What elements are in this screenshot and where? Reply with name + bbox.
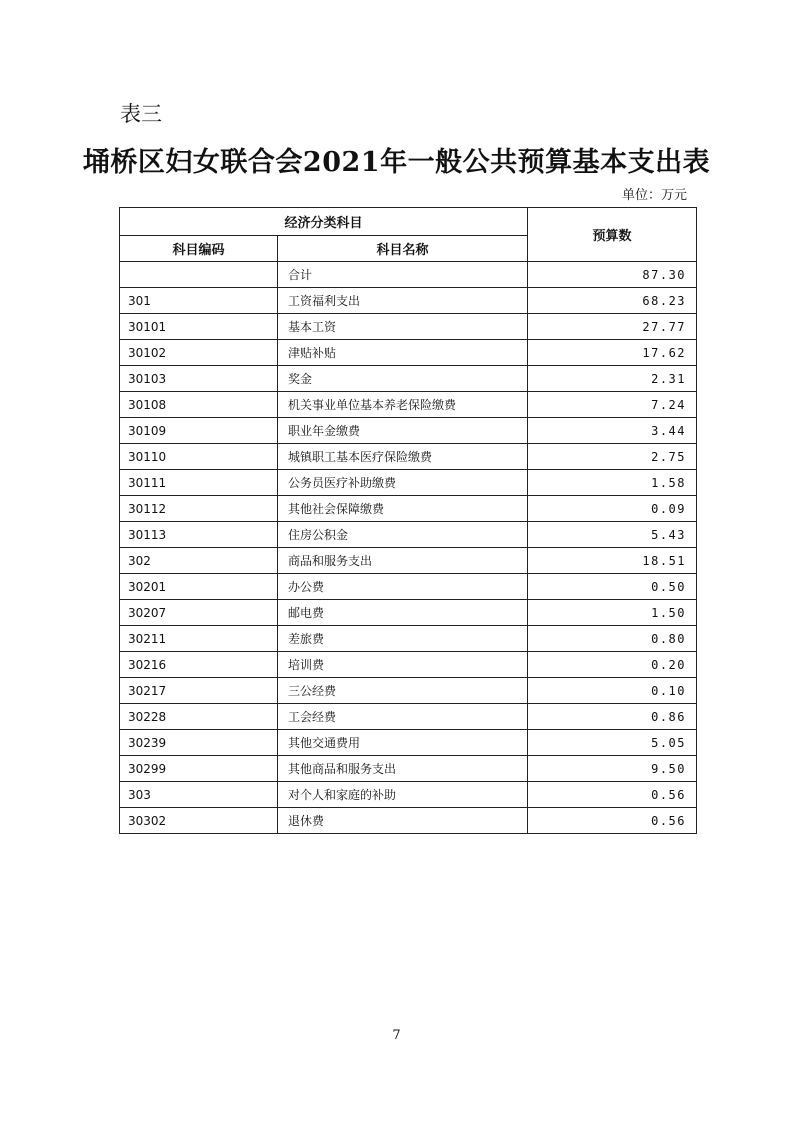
subject-code-cell: 30228 xyxy=(120,704,278,730)
table-row xyxy=(120,652,697,678)
subject-name-cell: 培训费 xyxy=(278,652,528,678)
subject-name-cell: 津贴补贴 xyxy=(278,340,528,366)
header-row-group xyxy=(120,208,697,236)
subject-name-cell: 其他社会保障缴费 xyxy=(278,496,528,522)
subject-code-cell: 30216 xyxy=(120,652,278,678)
header-subject-name: 科目名称 xyxy=(278,236,528,262)
budget-amount-cell: 3.44 xyxy=(528,418,697,444)
budget-amount-cell: 7.24 xyxy=(528,392,697,418)
subject-name-cell: 机关事业单位基本养老保险缴费 xyxy=(278,392,528,418)
subject-name-cell: 职业年金缴费 xyxy=(278,418,528,444)
table-body xyxy=(120,262,697,834)
budget-amount-cell: 0.50 xyxy=(528,574,697,600)
table-row xyxy=(120,262,697,288)
table-row xyxy=(120,418,697,444)
budget-amount-cell: 0.09 xyxy=(528,496,697,522)
budget-amount-cell: 2.75 xyxy=(528,444,697,470)
subject-name-cell: 基本工资 xyxy=(278,314,528,340)
budget-amount-cell: 1.58 xyxy=(528,470,697,496)
budget-amount-cell: 0.20 xyxy=(528,652,697,678)
budget-amount-cell: 0.80 xyxy=(528,626,697,652)
budget-amount-cell: 0.10 xyxy=(528,678,697,704)
header-budget-amount: 预算数 xyxy=(528,208,697,262)
table-row xyxy=(120,782,697,808)
budget-amount-cell: 5.05 xyxy=(528,730,697,756)
subject-code-cell: 30211 xyxy=(120,626,278,652)
budget-amount-cell: 18.51 xyxy=(528,548,697,574)
budget-table xyxy=(119,207,697,834)
subject-code-cell: 30201 xyxy=(120,574,278,600)
subject-code-cell: 301 xyxy=(120,288,278,314)
subject-name-cell: 工会经费 xyxy=(278,704,528,730)
table-row xyxy=(120,392,697,418)
subject-code-cell: 30102 xyxy=(120,340,278,366)
subject-name-cell: 邮电费 xyxy=(278,600,528,626)
subject-name-cell: 退休费 xyxy=(278,808,528,834)
subject-code-cell: 30217 xyxy=(120,678,278,704)
subject-code-cell: 30302 xyxy=(120,808,278,834)
subject-code-cell: 30113 xyxy=(120,522,278,548)
subject-name-cell: 对个人和家庭的补助 xyxy=(278,782,528,808)
subject-code-cell: 30111 xyxy=(120,470,278,496)
unit-label: 单位：万元 xyxy=(621,188,687,203)
subject-name-cell: 差旅费 xyxy=(278,626,528,652)
table-row xyxy=(120,574,697,600)
header-economic-classification: 经济分类科目 xyxy=(120,208,528,236)
subject-code-cell xyxy=(120,262,278,288)
subject-name-cell: 合计 xyxy=(278,262,528,288)
subject-code-cell: 30101 xyxy=(120,314,278,340)
subject-name-cell: 其他交通费用 xyxy=(278,730,528,756)
table-row xyxy=(120,444,697,470)
document-title: 埇桥区妇女联合会2021年一般公共预算基本支出表 xyxy=(82,147,711,178)
table-row xyxy=(120,314,697,340)
table-row xyxy=(120,470,697,496)
table-label: 表三 xyxy=(120,102,162,126)
table-row xyxy=(120,600,697,626)
subject-code-cell: 30239 xyxy=(120,730,278,756)
table-row xyxy=(120,730,697,756)
table-row xyxy=(120,366,697,392)
table-row xyxy=(120,496,697,522)
page-number: 7 xyxy=(392,1028,401,1043)
subject-name-cell: 三公经费 xyxy=(278,678,528,704)
subject-name-cell: 城镇职工基本医疗保险缴费 xyxy=(278,444,528,470)
subject-code-cell: 30299 xyxy=(120,756,278,782)
budget-amount-cell: 17.62 xyxy=(528,340,697,366)
budget-amount-cell: 2.31 xyxy=(528,366,697,392)
table-row xyxy=(120,808,697,834)
budget-amount-cell: 5.43 xyxy=(528,522,697,548)
subject-code-cell: 30112 xyxy=(120,496,278,522)
subject-name-cell: 商品和服务支出 xyxy=(278,548,528,574)
budget-amount-cell: 0.86 xyxy=(528,704,697,730)
subject-code-cell: 30207 xyxy=(120,600,278,626)
table-row xyxy=(120,704,697,730)
table-row xyxy=(120,678,697,704)
budget-amount-cell: 0.56 xyxy=(528,782,697,808)
subject-name-cell: 奖金 xyxy=(278,366,528,392)
budget-amount-cell: 1.50 xyxy=(528,600,697,626)
subject-code-cell: 30110 xyxy=(120,444,278,470)
subject-code-cell: 30109 xyxy=(120,418,278,444)
subject-name-cell: 住房公积金 xyxy=(278,522,528,548)
subject-name-cell: 工资福利支出 xyxy=(278,288,528,314)
subject-code-cell: 303 xyxy=(120,782,278,808)
table-row xyxy=(120,340,697,366)
subject-code-cell: 302 xyxy=(120,548,278,574)
subject-name-cell: 公务员医疗补助缴费 xyxy=(278,470,528,496)
budget-amount-cell: 0.56 xyxy=(528,808,697,834)
budget-amount-cell: 9.50 xyxy=(528,756,697,782)
table-row xyxy=(120,288,697,314)
table-row xyxy=(120,522,697,548)
table-row xyxy=(120,548,697,574)
subject-name-cell: 办公费 xyxy=(278,574,528,600)
table-row xyxy=(120,756,697,782)
table-row xyxy=(120,626,697,652)
header-subject-code: 科目编码 xyxy=(120,236,278,262)
budget-amount-cell: 87.30 xyxy=(528,262,697,288)
subject-code-cell: 30103 xyxy=(120,366,278,392)
subject-code-cell: 30108 xyxy=(120,392,278,418)
budget-amount-cell: 27.77 xyxy=(528,314,697,340)
budget-amount-cell: 68.23 xyxy=(528,288,697,314)
subject-name-cell: 其他商品和服务支出 xyxy=(278,756,528,782)
